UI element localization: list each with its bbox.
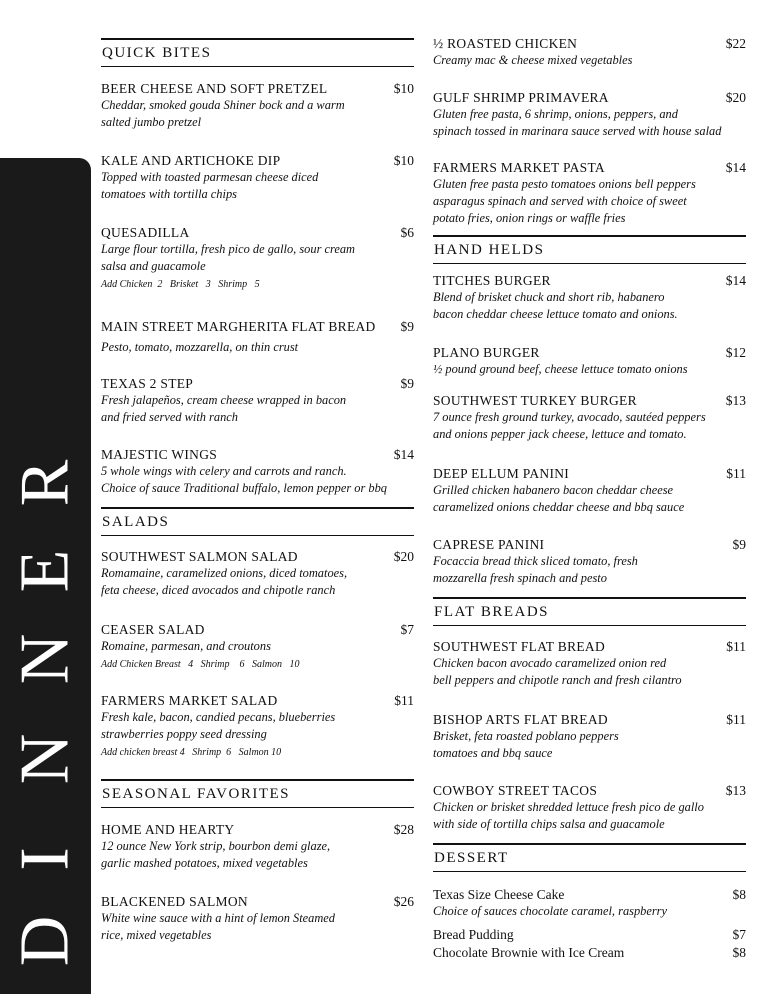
section-heading-hand-helds: HAND HELDS	[433, 235, 746, 264]
item-name: SOUTHWEST TURKEY BURGER	[433, 393, 637, 408]
section-heading-flat-breads: FLAT BREADS	[433, 597, 746, 626]
menu-item	[101, 692, 414, 760]
menu-item	[433, 536, 746, 587]
menu-item	[101, 446, 414, 497]
item-price: $11	[394, 693, 414, 708]
item-price: $13	[725, 393, 746, 408]
menu-item	[101, 621, 414, 672]
sidebar-letter: D	[6, 915, 84, 967]
item-price: $28	[393, 822, 414, 837]
item-name: GULF SHRIMP PRIMAVERA	[433, 90, 609, 105]
menu-item	[433, 344, 746, 378]
item-name: MAIN STREET MARGHERITA FLAT BREAD	[101, 319, 376, 334]
item-description: Choice of sauces chocolate caramel, raspberry	[433, 904, 667, 918]
item-price: $26	[393, 894, 414, 909]
item-name: KALE AND ARTICHOKE DIP	[101, 153, 281, 168]
item-name: QUESADILLA	[101, 225, 190, 240]
item-price: $9	[400, 319, 414, 334]
item-name: TITCHES BURGER	[433, 273, 551, 288]
item-name: MAJESTIC WINGS	[101, 447, 218, 462]
section-heading-seasonal-favorites: SEASONAL FAVORITES	[101, 779, 414, 808]
item-name: Chocolate Brownie with Ice Cream	[433, 945, 625, 960]
item-price: $13	[725, 783, 746, 798]
item-price: $14	[725, 273, 746, 288]
item-description: Focaccia bread thick sliced tomato, fresh mozzarella fresh spinach and pesto	[433, 554, 638, 585]
item-description: Pesto, tomato, mozzarella, on thin crust	[101, 340, 299, 354]
item-name: Bread Pudding	[433, 927, 514, 942]
sidebar-letter: I	[6, 847, 84, 871]
menu-item	[101, 821, 414, 872]
item-price: $14	[725, 160, 746, 175]
menu-item	[433, 782, 746, 833]
item-name: FARMERS MARKET PASTA	[433, 160, 605, 175]
item-description: Chicken bacon avocado caramelized onion red bell peppers and chipotle ranch and fresh cilantro	[433, 656, 682, 687]
item-price: $8	[732, 945, 746, 960]
item-description: Gluten free pasta pesto tomatoes onions bell peppers asparagus spinach and served with choice of sweet potato fries, onion rings or waffle fries	[433, 177, 696, 225]
item-description: Grilled chicken habanero bacon cheddar cheese caramelized onions cheddar cheese and bbq sauce	[433, 483, 685, 514]
item-addons: Add Chicken 2 Brisket 3 Shrimp 5	[101, 279, 260, 290]
item-description: ½ pound ground beef, cheese lettuce tomato onions	[433, 362, 688, 376]
item-price: $14	[393, 447, 414, 462]
item-price: $7	[400, 622, 414, 637]
item-description: Fresh kale, bacon, candied pecans, blueberries strawberries poppy seed dressing	[101, 710, 336, 741]
section-heading-quick-bites: QUICK BITES	[101, 38, 414, 67]
item-price: $8	[732, 887, 746, 902]
item-price: $11	[726, 639, 746, 654]
item-description: Brisket, feta roasted poblano peppers tomatoes and bbq sauce	[433, 729, 619, 760]
item-description: Blend of brisket chuck and short rib, habanero bacon cheddar cheese lettuce tomato and onions.	[433, 290, 678, 321]
dinner-vertical-title	[0, 158, 91, 994]
menu-item	[433, 926, 746, 943]
item-price: $11	[726, 466, 746, 481]
item-description: White wine sauce with a hint of lemon Steamed rice, mixed vegetables	[101, 911, 336, 942]
item-name: ½ ROASTED CHICKEN	[433, 36, 578, 51]
section-heading-dessert: DESSERT	[433, 843, 746, 872]
sidebar-letter: N	[6, 633, 84, 685]
item-price: $20	[393, 549, 414, 564]
item-name: SOUTHWEST SALMON SALAD	[101, 549, 298, 564]
menu-item	[433, 89, 746, 140]
item-name: COWBOY STREET TACOS	[433, 783, 598, 798]
item-description: Large flour tortilla, fresh pico de gallo, sour cream salsa and guacamole	[101, 242, 356, 273]
right-column	[433, 0, 746, 994]
item-name: BEER CHEESE AND SOFT PRETZEL	[101, 81, 328, 96]
item-price: $9	[400, 376, 414, 391]
item-description: Cheddar, smoked gouda Shiner bock and a warm salted jumbo pretzel	[101, 98, 345, 129]
menu-item	[101, 548, 414, 599]
menu-item	[433, 272, 746, 323]
item-description: Topped with toasted parmesan cheese diced tomatoes with tortilla chips	[101, 170, 319, 201]
item-description: Romamaine, caramelized onions, diced tomatoes, feta cheese, diced avocados and chipotle ranch	[101, 566, 348, 597]
item-name: Texas Size Cheese Cake	[433, 887, 565, 902]
menu-item	[433, 465, 746, 516]
dinner-sidebar-banner	[0, 158, 91, 994]
menu-item	[101, 893, 414, 944]
item-description: Creamy mac & cheese mixed vegetables	[433, 53, 633, 67]
item-price: $7	[732, 927, 746, 942]
item-price: $12	[725, 345, 746, 360]
menu-item	[433, 638, 746, 689]
item-name: DEEP ELLUM PANINI	[433, 466, 570, 481]
item-name: PLANO BURGER	[433, 345, 540, 360]
item-price: $6	[400, 225, 414, 240]
item-name: FARMERS MARKET SALAD	[101, 693, 278, 708]
item-description: Romaine, parmesan, and croutons	[101, 639, 271, 653]
item-description: Chicken or brisket shredded lettuce fresh pico de gallo with side of tortilla chips salsa and guacamole	[433, 800, 704, 831]
item-price: $22	[725, 36, 746, 51]
left-column	[101, 0, 414, 994]
menu-item	[433, 392, 746, 443]
item-name: CAPRESE PANINI	[433, 537, 545, 552]
section-heading-salads: SALADS	[101, 507, 414, 536]
sidebar-letter: E	[6, 549, 84, 593]
item-price: $10	[393, 81, 414, 96]
menu-item	[101, 80, 414, 131]
menu-item	[433, 159, 746, 227]
sidebar-letter: N	[6, 733, 84, 785]
item-description: Fresh jalapeños, cream cheese wrapped in bacon and fried served with ranch	[101, 393, 347, 424]
menu-item	[101, 224, 414, 292]
menu-item	[433, 35, 746, 69]
menu-item	[101, 318, 414, 356]
item-price: $9	[732, 537, 746, 552]
item-description: 5 whole wings with celery and carrots and ranch. Choice of sauce Traditional buffalo, lemon pepper or bbq	[101, 464, 388, 495]
item-name: BLACKENED SALMON	[101, 894, 248, 909]
menu-item	[433, 944, 746, 961]
item-description: Gluten free pasta, 6 shrimp, onions, peppers, and spinach tossed in marinara sauce served with house salad	[433, 107, 722, 138]
item-price: $10	[393, 153, 414, 168]
menu-item	[433, 886, 746, 920]
item-addons: Add Chicken Breast 4 Shrimp 6 Salmon 10	[101, 659, 300, 670]
menu-item	[433, 711, 746, 762]
item-price: $20	[725, 90, 746, 105]
item-name: BISHOP ARTS FLAT BREAD	[433, 712, 608, 727]
item-price: $11	[726, 712, 746, 727]
sidebar-letter: R	[6, 459, 84, 507]
menu-item	[101, 375, 414, 426]
item-addons: Add chicken breast 4 Shrimp 6 Salmon 10	[101, 747, 282, 758]
item-name: HOME AND HEARTY	[101, 822, 235, 837]
menu-item	[101, 152, 414, 203]
item-description: 12 ounce New York strip, bourbon demi glaze, garlic mashed potatoes, mixed vegetables	[101, 839, 331, 870]
item-name: CEASER SALAD	[101, 622, 205, 637]
item-name: TEXAS 2 STEP	[101, 376, 194, 391]
item-description: 7 ounce fresh ground turkey, avocado, sautéed peppers and onions pepper jack cheese, lettuce and tomato.	[433, 410, 706, 441]
item-name: SOUTHWEST FLAT BREAD	[433, 639, 606, 654]
